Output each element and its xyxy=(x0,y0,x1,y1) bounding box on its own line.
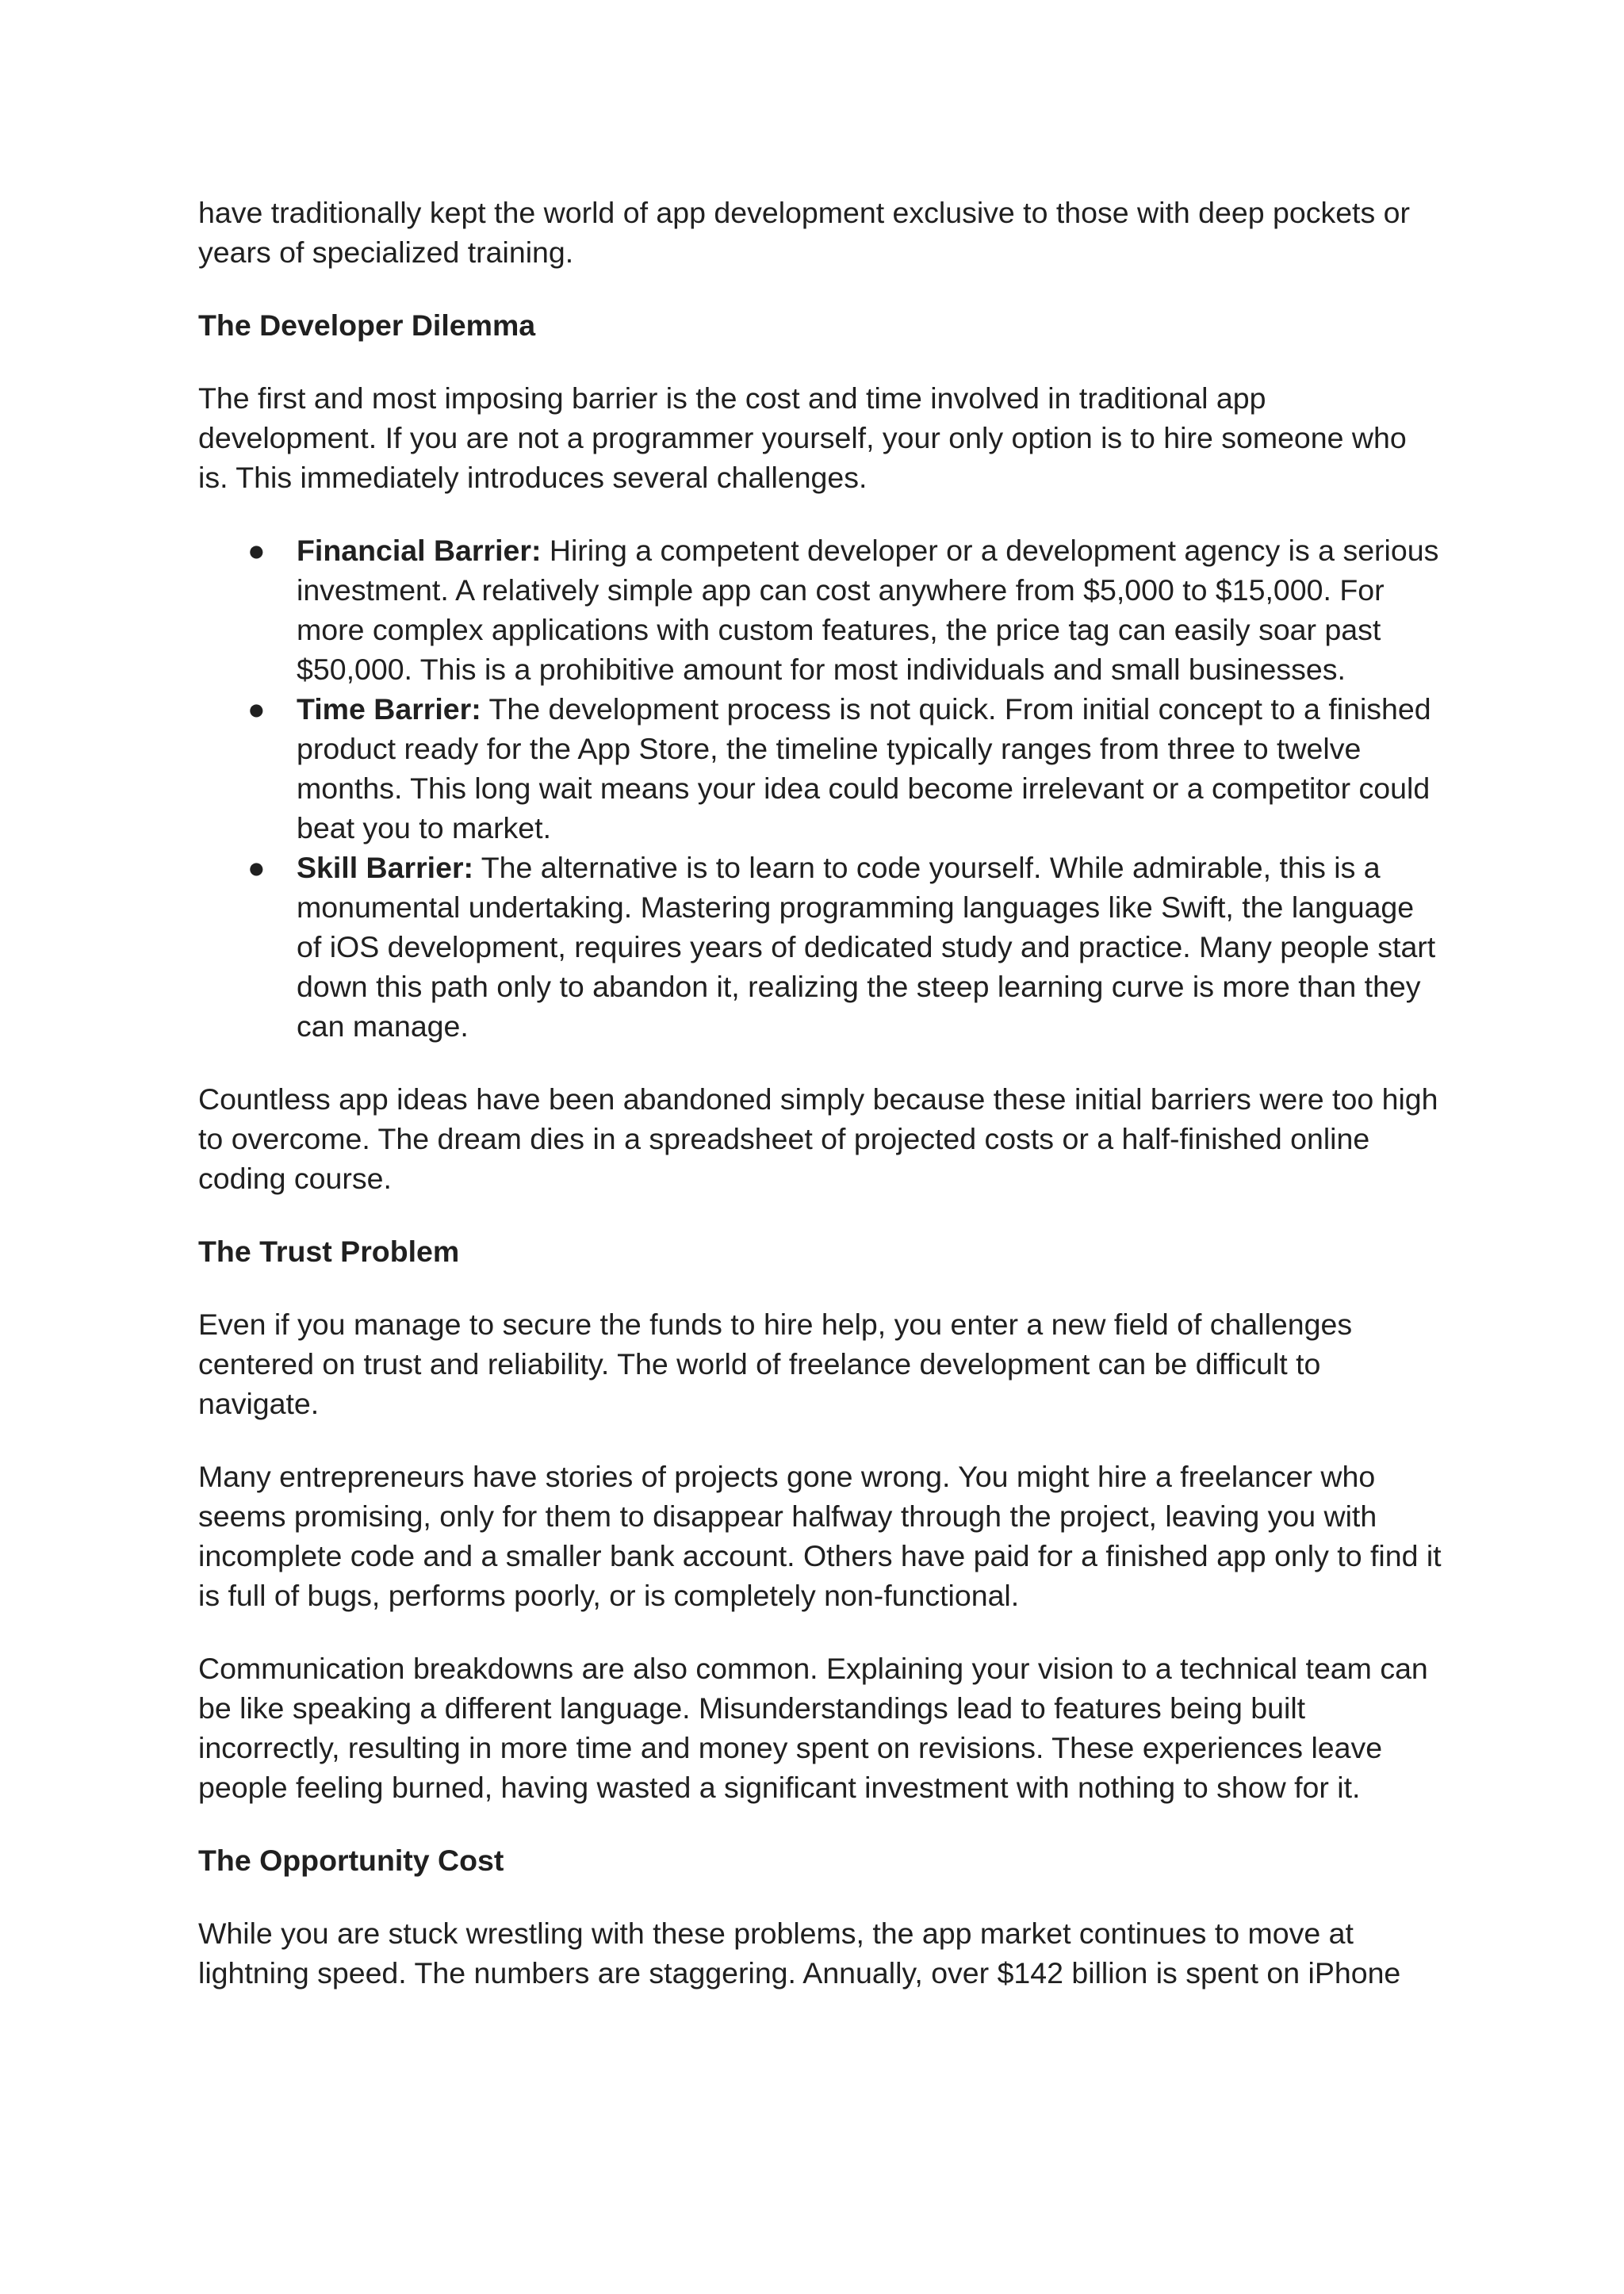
bullet-icon: ● xyxy=(247,692,266,726)
barrier-list xyxy=(198,530,1442,1046)
trust-problem-paragraph-2: Many entrepreneurs have stories of projects gone wrong. You might hire a freelancer who seems promising, only for them to disappear halfway through the project, leaving you with incomplete code and a smaller bank account. Others have paid for a finished app only to find it is full of bugs, performs poorly, or is completely non-functional. xyxy=(198,1460,1442,1612)
bullet-text: Hiring a competent developer or a development agency is a serious investment. A relatively simple app can cost anywhere from $5,000 to $15,000. For more complex applications with custom features, the price tag can easily soar past $50,000. This is a prohibitive amount for most individuals and small businesses. xyxy=(297,534,1439,686)
bullet-icon: ● xyxy=(247,851,266,884)
bullet-label: Skill Barrier: xyxy=(297,851,474,884)
list-item-skill-barrier xyxy=(198,848,1442,1046)
bullet-text: The alternative is to learn to code yourself. While admirable, this is a monumental undertaking. Mastering programming languages like Swift, the language of iOS development, requires years of dedicated study and practice. Many people start down this path only to abandon it, realizing the steep learning curve is more than they can manage. xyxy=(297,851,1436,1043)
developer-dilemma-paragraph-2: Countless app ideas have been abandoned simply because these initial barriers were too high to overcome. The dream dies in a spreadsheet of projected costs or a half-finished online coding course. xyxy=(198,1082,1438,1195)
opportunity-cost-paragraph-1: While you are stuck wrestling with these problems, the app market continues to move at lightning speed. The numbers are staggering. Annually, over $142 billion is spent on iPhone xyxy=(198,1917,1401,1990)
trust-problem-paragraph-1: Even if you manage to secure the funds to hire help, you enter a new field of challenges centered on trust and reliability. The world of freelance development can be difficult to navigate. xyxy=(198,1308,1353,1420)
intro-continuation-paragraph: have traditionally kept the world of app development exclusive to those with deep pockets or years of specialized training. xyxy=(198,196,1410,269)
bullet-label: Financial Barrier: xyxy=(297,534,542,567)
section-heading-trust-problem: The Trust Problem xyxy=(198,1235,460,1268)
bullet-icon: ● xyxy=(247,534,266,567)
bullet-label: Time Barrier: xyxy=(297,692,481,726)
list-item-time-barrier xyxy=(198,689,1442,848)
bullet-text: The development process is not quick. From initial concept to a finished product ready for the App Store, the timeline typically ranges from three to twelve months. This long wait means your idea could become irrelevant or a competitor could beat you to market. xyxy=(297,692,1431,844)
section-heading-opportunity-cost: The Opportunity Cost xyxy=(198,1844,504,1877)
developer-dilemma-paragraph-1: The first and most imposing barrier is the cost and time involved in traditional app development. If you are not a programmer yourself, your only option is to hire someone who is. This immediately introduces several challenges. xyxy=(198,381,1407,494)
section-heading-developer-dilemma: The Developer Dilemma xyxy=(198,308,536,342)
trust-problem-paragraph-3: Communication breakdowns are also common. Explaining your vision to a technical team can be like speaking a different language. Misunderstandings lead to features being built incorrectly, resulting in more time and money spent on revisions. These experiences leave people feeling burned, having wasted a significant investment with nothing to show for it. xyxy=(198,1652,1428,1804)
list-item-financial-barrier xyxy=(198,530,1442,689)
